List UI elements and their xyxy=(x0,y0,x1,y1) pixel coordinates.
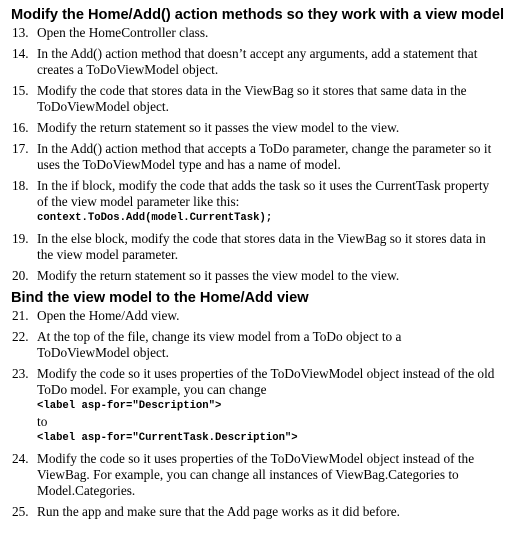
step-17 xyxy=(10,141,500,173)
step-text: Run the app and make sure that the Add page works as it did before. xyxy=(37,504,400,519)
step-number: 23. xyxy=(12,366,29,381)
step-number: 21. xyxy=(12,308,29,323)
step-text: At the top of the file, change its view model from a ToDo object to a ToDoViewModel object. xyxy=(37,329,402,360)
step-20 xyxy=(10,268,500,284)
step-text: In the else block, modify the code that stores data in the ViewBag so it stores data in the view model parameter. xyxy=(37,231,486,262)
step-number: 22. xyxy=(12,329,29,344)
code-snippet: context.ToDos.Add(model.CurrentTask); xyxy=(37,212,273,224)
step-19 xyxy=(10,231,500,263)
step-21 xyxy=(10,308,500,324)
step-text: Open the Home/Add view. xyxy=(37,308,180,323)
step-number: 15. xyxy=(12,83,29,98)
step-number: 18. xyxy=(12,178,29,193)
step-text: Modify the return statement so it passes the view model to the view. xyxy=(37,120,400,135)
code-snippet: <label asp-for="CurrentTask.Description"> xyxy=(37,432,298,444)
step-text: In the if block, modify the code that adds the task so it uses the CurrentTask property of the view model parameter like this: xyxy=(37,178,490,209)
step-number: 19. xyxy=(12,231,29,246)
step-number: 24. xyxy=(12,451,29,466)
step-number: 17. xyxy=(12,141,29,156)
steps-list-action-methods xyxy=(10,25,500,284)
section-heading-action-methods: Modify the Home/Add() action methods so they work with a view model xyxy=(11,7,504,23)
step-number: 14. xyxy=(12,46,29,61)
step-15 xyxy=(10,83,500,115)
step-18 xyxy=(10,178,500,226)
step-text: Modify the code so it uses properties of the ToDoViewModel object instead of the ViewBag. For example, you can change all instances of ViewBag.Categories to Model.Categories. xyxy=(37,451,475,498)
step-text: Modify the return statement so it passes the view model to the view. xyxy=(37,268,400,283)
separator-text: to xyxy=(37,414,48,429)
step-23 xyxy=(10,366,500,446)
code-snippet: <label asp-for="Description"> xyxy=(37,400,222,412)
section-heading-bind-view: Bind the view model to the Home/Add view xyxy=(11,290,309,306)
step-text: In the Add() action method that accepts a ToDo parameter, change the parameter so it uses the ToDoViewModel type and has a name of model. xyxy=(37,141,492,172)
step-number: 13. xyxy=(12,25,29,40)
step-25 xyxy=(10,504,500,520)
step-22 xyxy=(10,329,500,361)
step-body xyxy=(37,178,500,226)
step-text: Modify the code so it uses properties of the ToDoViewModel object instead of the old ToDo model. For example, you can change xyxy=(37,366,495,397)
step-14 xyxy=(10,46,500,78)
step-text: Modify the code that stores data in the ViewBag so it stores that same data in the ToDoViewModel object. xyxy=(37,83,467,114)
document-page xyxy=(10,6,504,525)
step-number: 25. xyxy=(12,504,29,519)
step-body xyxy=(37,366,500,446)
step-24 xyxy=(10,451,500,499)
step-13 xyxy=(10,25,500,41)
steps-list-bind-view xyxy=(10,308,500,520)
step-number: 16. xyxy=(12,120,29,135)
step-text: In the Add() action method that doesn’t accept any arguments, add a statement that creates a ToDoViewModel object. xyxy=(37,46,478,77)
step-number: 20. xyxy=(12,268,29,283)
step-16 xyxy=(10,120,500,136)
step-text: Open the HomeController class. xyxy=(37,25,209,40)
